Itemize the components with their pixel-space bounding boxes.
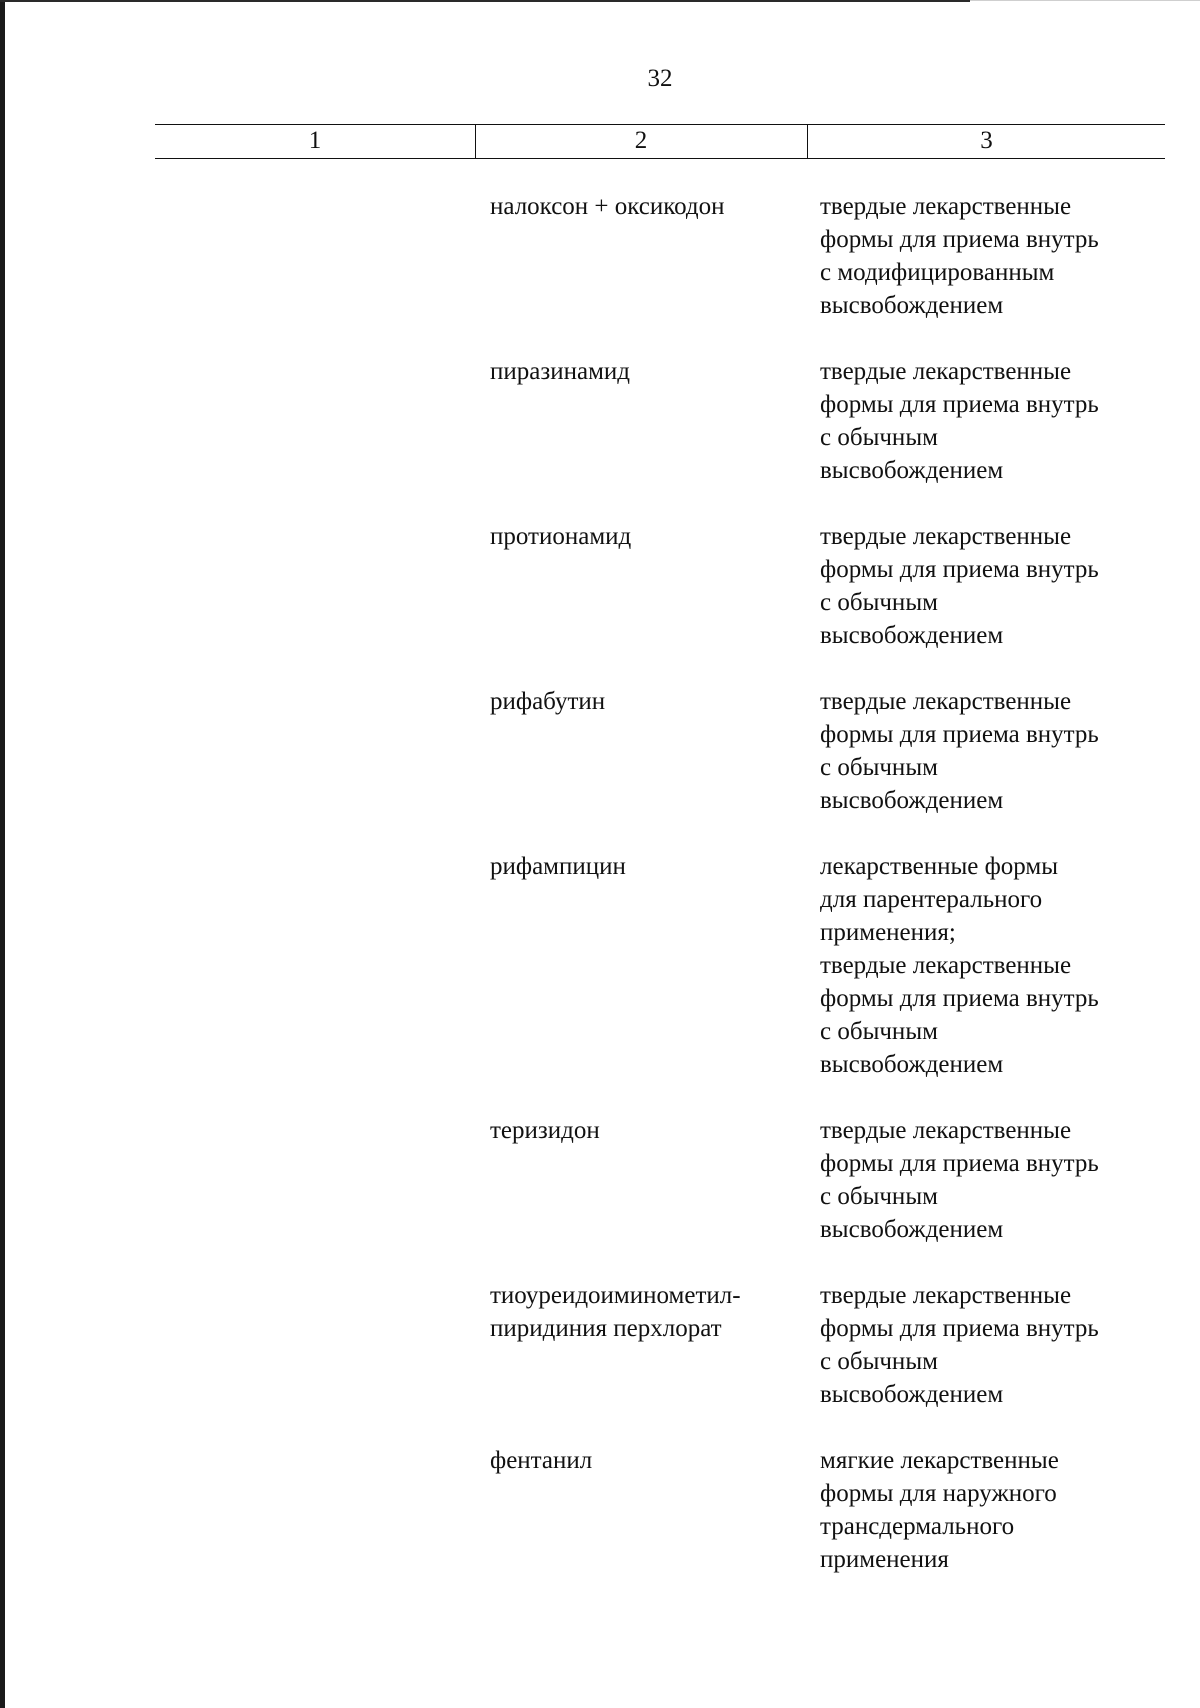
table-row [0, 190, 1200, 322]
header-column-3: 3 [980, 127, 993, 154]
drug-name: налоксон + оксикодон [490, 193, 725, 220]
drug-name: рифабутин [490, 688, 606, 715]
scan-top-edge-light [970, 0, 1200, 1]
table-row [0, 685, 1200, 817]
table-row [0, 355, 1200, 487]
dosage-form: мягкие лекарственные формы для наружного трансдермального применения [820, 1447, 1059, 1573]
drug-name: фентанил [490, 1447, 593, 1474]
dosage-form: твердые лекарственные формы для приема внутрь с обычным высвобождением [820, 1117, 1099, 1243]
dosage-form: твердые лекарственные формы для приема внутрь с модифицированным высвобождением [820, 193, 1099, 319]
drug-name: тиоуреидоиминометил- пиридиния перхлорат [490, 1282, 741, 1342]
dosage-form: твердые лекарственные формы для приема внутрь с обычным высвобождением [820, 688, 1099, 814]
dosage-form: твердые лекарственные формы для приема внутрь с обычным высвобождением [820, 523, 1099, 649]
dosage-form: лекарственные формы для парентерального применения; твердые лекарственные формы для приема внутрь с обычным высвобождением [820, 853, 1099, 1078]
table-row [0, 850, 1200, 1081]
header-column-1: 1 [308, 127, 322, 154]
dosage-form: твердые лекарственные формы для приема внутрь с обычным высвобождением [820, 358, 1099, 484]
table-row [0, 1444, 1200, 1576]
page-number: 32 [647, 65, 673, 92]
drug-name: теризидон [490, 1117, 600, 1144]
drug-name: рифампицин [490, 853, 626, 880]
header-column-2: 2 [634, 127, 648, 154]
header-bottom-rule [155, 158, 1165, 159]
dosage-form: твердые лекарственные формы для приема внутрь с обычным высвобождением [820, 1282, 1099, 1408]
table-row [0, 1279, 1200, 1411]
drug-name: протионамид [490, 523, 632, 550]
drug-name: пиразинамид [490, 358, 631, 385]
table-row [0, 1114, 1200, 1246]
scan-top-edge [0, 0, 970, 2]
table-row [0, 520, 1200, 652]
table-body [0, 190, 1200, 1609]
